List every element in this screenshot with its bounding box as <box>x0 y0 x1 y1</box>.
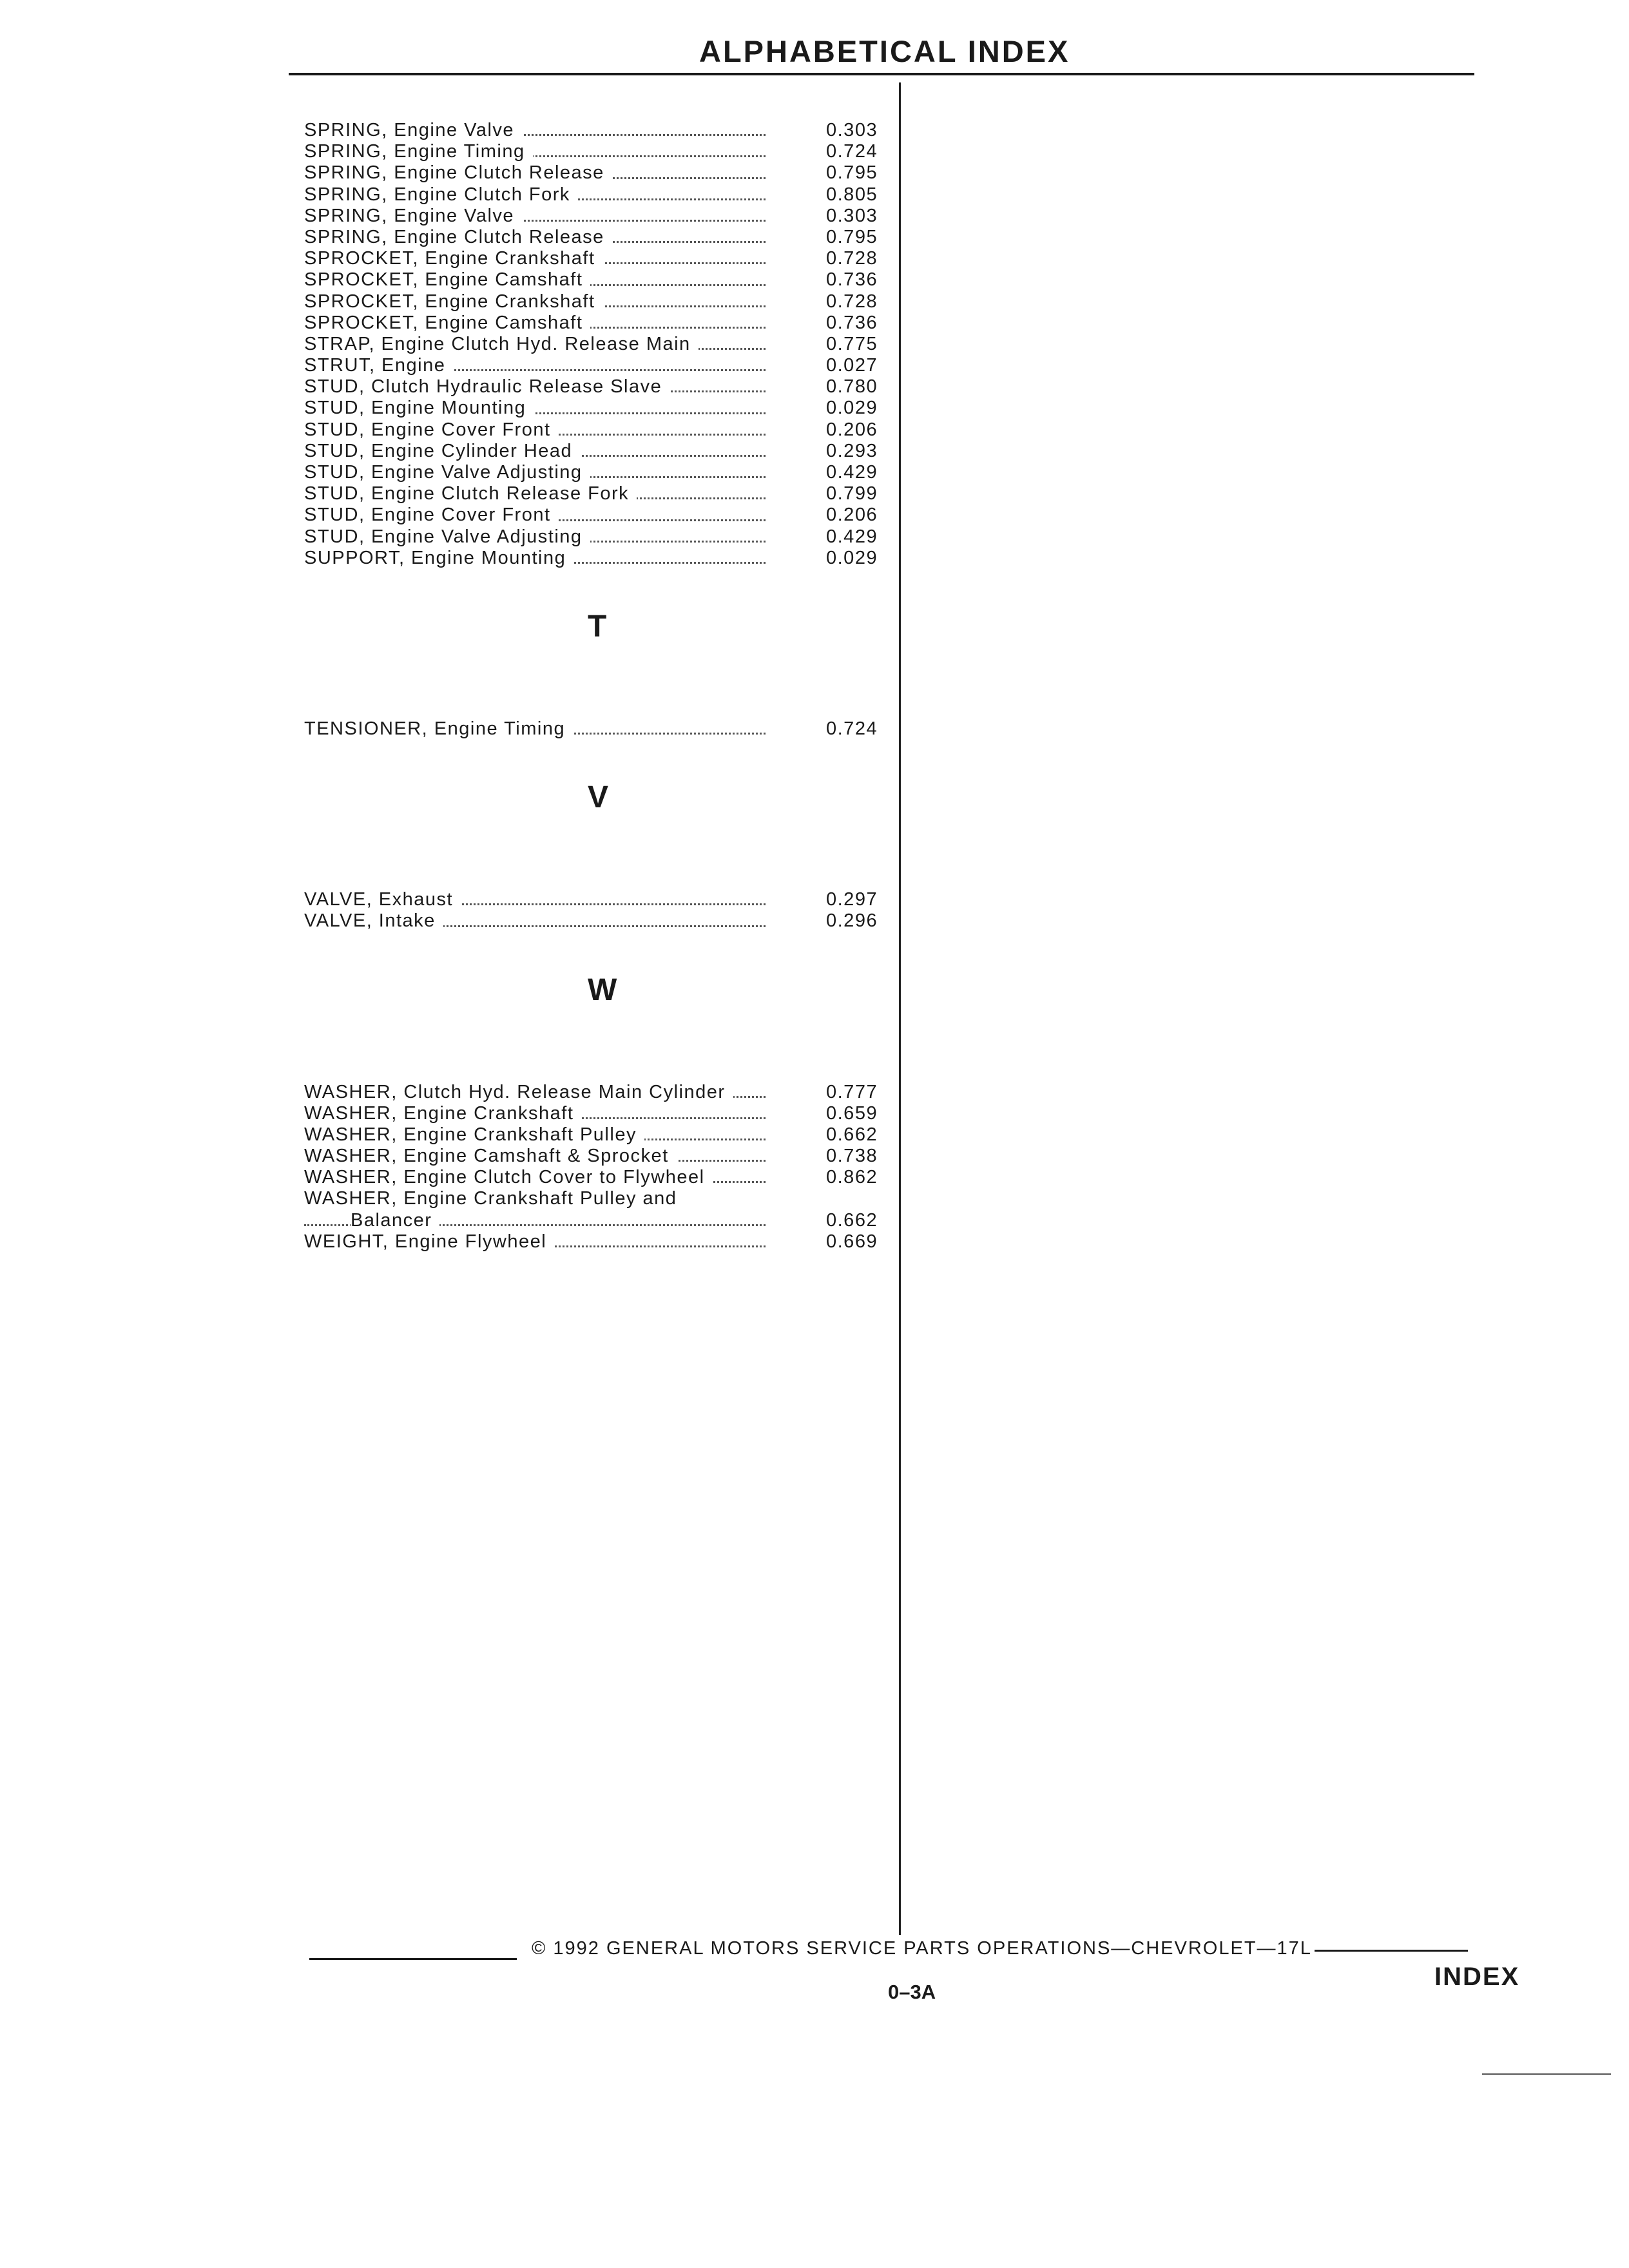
entry-page-ref: 0.303 <box>826 205 878 226</box>
index-entry <box>304 419 897 441</box>
index-entry <box>304 1210 897 1231</box>
entry-name <box>304 162 766 184</box>
index-entry <box>304 120 897 141</box>
entry-page-ref: 0.736 <box>826 269 878 291</box>
index-entry <box>304 526 897 548</box>
entry-label: STRAP, Engine Clutch Hyd. Release Main <box>304 334 699 354</box>
entry-label: WASHER, Engine Camshaft & Sprocket <box>304 1146 677 1166</box>
index-entry <box>304 910 897 932</box>
entry-label: STRUT, Engine <box>304 355 453 376</box>
entry-name <box>304 269 766 291</box>
entry-name <box>304 312 766 334</box>
entry-label: SPRING, Engine Valve <box>304 120 522 140</box>
entry-name <box>304 1103 766 1124</box>
index-entry <box>304 376 897 398</box>
section-letter: V <box>588 780 609 815</box>
index-entry <box>304 1188 897 1209</box>
entry-page-ref: 0.724 <box>826 141 878 162</box>
entry-label: Balancer <box>351 1210 439 1231</box>
entry-name <box>304 291 766 312</box>
entry-page-ref: 0.780 <box>826 376 878 398</box>
entry-label: VALVE, Intake <box>304 910 443 931</box>
index-entry <box>304 334 897 355</box>
entry-name <box>304 718 766 740</box>
index-entry <box>304 441 897 462</box>
entry-label: STUD, Engine Mounting <box>304 398 534 418</box>
entry-label: STUD, Engine Clutch Release Fork <box>304 483 637 504</box>
entry-page-ref: 0.296 <box>826 910 878 932</box>
entry-page-ref: 0.303 <box>826 120 878 140</box>
column-divider <box>899 82 901 1935</box>
entry-page-ref: 0.775 <box>826 333 878 354</box>
footer-rule-left <box>309 1958 517 1960</box>
section-heading-w <box>304 932 897 1082</box>
section-letter: W <box>588 972 617 1007</box>
entry-name <box>304 889 766 910</box>
section-heading-v <box>304 740 897 889</box>
section-heading-t <box>304 569 897 718</box>
footer-section-label: INDEX <box>1434 1963 1520 1991</box>
entry-label: TENSIONER, Engine Timing <box>304 718 573 739</box>
entry-page-ref: 0.795 <box>826 162 878 184</box>
index-entry <box>304 206 897 227</box>
index-entry <box>304 1082 897 1103</box>
entry-page-ref: 0.659 <box>826 1102 878 1124</box>
entry-label: SPROCKET, Engine Camshaft <box>304 312 590 333</box>
entry-label: STUD, Engine Cover Front <box>304 505 559 525</box>
entry-name <box>304 441 766 462</box>
entry-label: WASHER, Engine Crankshaft <box>304 1103 581 1124</box>
bottom-rule <box>1482 2073 1611 2075</box>
index-entry <box>304 548 897 569</box>
entry-name <box>304 505 766 526</box>
index-entry <box>304 718 897 740</box>
entry-page-ref: 0.662 <box>826 1209 878 1231</box>
entry-name <box>304 206 766 227</box>
entry-label: STUD, Engine Valve Adjusting <box>304 526 590 547</box>
entry-label: SPRING, Engine Clutch Fork <box>304 184 578 205</box>
entry-page-ref: 0.728 <box>826 248 878 269</box>
index-entry <box>304 1124 897 1146</box>
index-entry <box>304 1231 897 1253</box>
entry-page-ref: 0.297 <box>826 889 878 910</box>
index-entry <box>304 227 897 248</box>
entry-page-ref: 0.662 <box>826 1124 878 1145</box>
entry-label: WASHER, Engine Crankshaft Pulley <box>304 1124 644 1145</box>
index-entry <box>304 398 897 419</box>
entry-page-ref: 0.724 <box>826 718 878 739</box>
entry-label: SPROCKET, Engine Camshaft <box>304 269 590 290</box>
entry-page-ref: 0.206 <box>826 419 878 440</box>
entry-name <box>304 548 766 569</box>
entry-label: VALVE, Exhaust <box>304 889 461 910</box>
header-rule <box>289 73 1474 75</box>
index-entry <box>304 184 897 206</box>
entry-name <box>304 526 766 548</box>
entry-name <box>304 398 766 419</box>
entry-name <box>304 334 766 355</box>
index-entry <box>304 1103 897 1124</box>
entry-name <box>304 376 766 398</box>
entry-label: STUD, Engine Cylinder Head <box>304 441 580 461</box>
entry-page-ref: 0.736 <box>826 312 878 333</box>
entry-page-ref: 0.777 <box>826 1081 878 1102</box>
entry-page-ref: 0.029 <box>826 547 878 568</box>
entry-page-ref: 0.862 <box>826 1167 878 1188</box>
page-title: ALPHABETICAL INDEX <box>699 34 1070 68</box>
entry-label: SPROCKET, Engine Crankshaft <box>304 248 603 269</box>
index-entry <box>304 355 897 376</box>
entry-label: SPRING, Engine Clutch Release <box>304 162 612 183</box>
index-entry <box>304 505 897 526</box>
entry-label: WASHER, Clutch Hyd. Release Main Cylinder <box>304 1082 733 1102</box>
entry-name <box>304 184 766 206</box>
entry-label: WASHER, Engine Crankshaft Pulley and <box>304 1188 684 1209</box>
entry-name <box>304 1231 766 1253</box>
entry-label: SPRING, Engine Timing <box>304 141 533 162</box>
footer-copyright: © 1992 GENERAL MOTORS SERVICE PARTS OPERATIONS—CHEVROLET—17L <box>532 1938 1312 1959</box>
entry-label: WASHER, Engine Clutch Cover to Flywheel <box>304 1167 713 1187</box>
index-entry <box>304 889 897 910</box>
entry-name <box>304 248 766 269</box>
entry-label: WEIGHT, Engine Flywheel <box>304 1231 554 1252</box>
entry-page-ref: 0.206 <box>826 505 878 526</box>
entry-name <box>304 120 766 141</box>
index-entry <box>304 269 897 291</box>
footer-rule-right <box>1315 1950 1468 1952</box>
entry-name <box>304 1188 766 1209</box>
entry-page-ref: 0.429 <box>826 462 878 483</box>
index-entry <box>304 141 897 162</box>
entry-name <box>304 1167 766 1188</box>
entry-label: STUD, Engine Valve Adjusting <box>304 462 590 483</box>
index-entry <box>304 1146 897 1167</box>
entry-name <box>304 483 766 505</box>
entry-name <box>304 141 766 162</box>
entry-label: SUPPORT, Engine Mounting <box>304 548 574 568</box>
index-entry <box>304 248 897 269</box>
entry-page-ref: 0.669 <box>826 1231 878 1252</box>
entry-page-ref: 0.799 <box>826 483 878 505</box>
index-entry <box>304 312 897 334</box>
entry-name <box>304 910 766 932</box>
entry-label: SPROCKET, Engine Crankshaft <box>304 291 603 312</box>
entry-label: SPRING, Engine Valve <box>304 206 522 226</box>
index-entry <box>304 462 897 483</box>
entry-page-ref: 0.728 <box>826 291 878 312</box>
index-entry <box>304 1167 897 1188</box>
entry-page-ref: 0.805 <box>826 184 878 205</box>
entry-name <box>304 227 766 248</box>
index-entry <box>304 162 897 184</box>
entry-name <box>304 462 766 483</box>
entry-label: STUD, Clutch Hydraulic Release Slave <box>304 376 670 397</box>
index-entry <box>304 291 897 312</box>
entry-name <box>304 1146 766 1167</box>
entry-page-ref: 0.027 <box>826 355 878 376</box>
entry-name <box>304 1210 766 1231</box>
entry-label: SPRING, Engine Clutch Release <box>304 227 612 247</box>
entry-name <box>304 419 766 441</box>
entry-name <box>304 1124 766 1146</box>
entry-page-ref: 0.738 <box>826 1146 878 1167</box>
index-entry <box>304 483 897 505</box>
entry-page-ref: 0.429 <box>826 526 878 547</box>
entry-name <box>304 1082 766 1103</box>
entry-name <box>304 355 766 376</box>
footer-page-number: 0–3A <box>888 1981 936 2003</box>
section-letter: T <box>588 609 607 644</box>
entry-page-ref: 0.029 <box>826 398 878 419</box>
index-entries <box>304 120 897 1253</box>
entry-label: STUD, Engine Cover Front <box>304 419 559 440</box>
entry-page-ref: 0.795 <box>826 226 878 247</box>
entry-page-ref: 0.293 <box>826 440 878 461</box>
